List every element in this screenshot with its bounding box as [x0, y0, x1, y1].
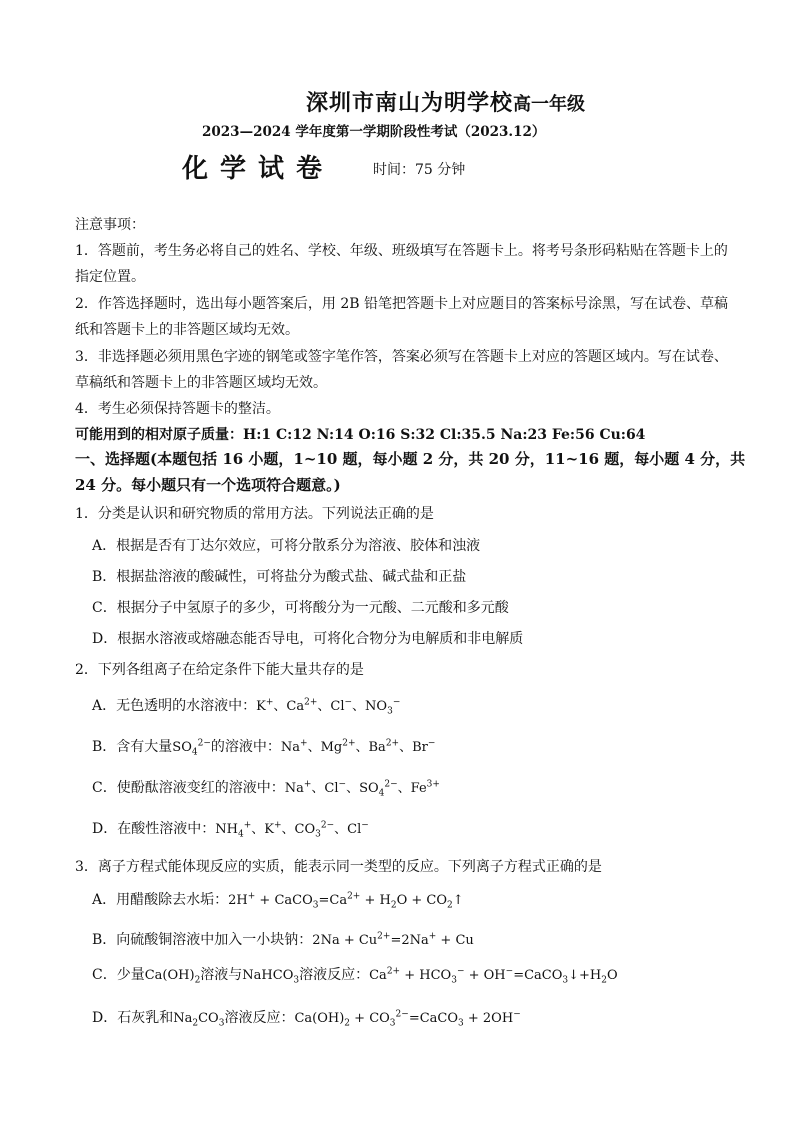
q2-option-a [92, 695, 400, 717]
q3-b-prefix: B．向硫酸铜溶液中加入一小块钠： [92, 932, 313, 948]
q3-option-c [92, 964, 618, 986]
grade-label: 高一年级 [513, 94, 586, 115]
q3-d-mid: 溶液反应： [224, 1010, 295, 1026]
q3-option-b [92, 929, 474, 949]
exam-info: 2023—2024 学年度第一学期阶段性考试（2023.12） [202, 124, 546, 140]
school-title: 深圳市南山为明学校 [306, 90, 514, 116]
q1-option-c: C．根据分子中氢原子的多少，可将酸分为一元酸、二元酸和多元酸 [92, 600, 509, 616]
exam-time: 时间：75 分钟 [373, 162, 466, 178]
q2-option-b [92, 736, 435, 758]
q2-b-ions: Na+、$Mg^{2+}$、$Ba^{2+}$、Br− [280, 738, 436, 755]
q1-stem: 1．分类是认识和研究物质的常用方法。下列说法正确的是 [75, 506, 434, 522]
notice-line-2: 指定位置。 [75, 269, 145, 285]
notice-title: 注意事项： [75, 217, 145, 233]
q3-c-reagent2: NaHCO$_3$ [242, 968, 300, 986]
q3-option-a [92, 889, 464, 911]
q2-a-prefix: A．无色透明的水溶液中： [92, 698, 257, 714]
q2-stem: 2．下列各组离子在给定条件下能大量共存的是 [75, 662, 364, 678]
notice-line-5: 3．非选择题必须用黑色字迹的钢笔或签字笔作答，答案必须写在答题卡上对应的答题区域内。写在试卷、 [75, 349, 728, 365]
q3-c-prefix: C．少量 [92, 967, 145, 983]
q2-b-mid: 的溶液中： [210, 739, 281, 755]
q1-option-a: A．根据是否有丁达尔效应，可将分散系分为溶液、胶体和浊液 [92, 538, 481, 554]
q2-d-prefix: D．在酸性溶液中： [92, 821, 216, 837]
notice-line-7: 4．考生必须保持答题卡的整洁。 [75, 401, 280, 417]
notice-line-1: 1．答题前，考生务必将自己的姓名、学校、年级、班级填写在答题卡上。将考号条形码粘贴在答题卡上的 [75, 243, 728, 259]
q3-c-reagent1: $Ca(OH)_2$ [144, 968, 201, 986]
q2-c-prefix: C．使酚酞溶液变红的溶液中： [92, 780, 285, 796]
notice-line-4: 纸和答题卡上的非答题区域均无效。 [75, 322, 299, 338]
q3-option-d [92, 1007, 521, 1029]
q3-d-reagent: $Na_2CO_3$ [173, 1011, 225, 1029]
subject-title: 化学试卷 [182, 154, 335, 184]
section1-line1: 一、选择题(本题包括 16 小题，1~10 题，每小题 2 分，共 20 分，11~16 题，每小题 4 分，共 [75, 450, 746, 468]
q3-d-equation: $Ca(OH)_2$ + $CO_3^{2-}=CaCO_3 + 2OH^-$ [294, 1009, 521, 1029]
q3-c-equation: $Ca^{2+} + HCO_3^-$ + $OH^-=CaCO_3↓+H_2O$ [369, 966, 618, 986]
q3-b-equation: $2Na + Cu^{2+}=2Na^+ + Cu$ [312, 931, 474, 948]
q1-option-b: B．根据盐溶液的酸碱性，可将盐分为酸式盐、碱式盐和正盐 [92, 569, 467, 585]
notice-line-3: 2．作答选择题时，选出每小题答案后，用 2B 铅笔把答题卡上对应题目的答案标号涂黑，写在试卷、草稿 [75, 296, 729, 312]
q2-b-prefix: B．含有大量 [92, 739, 173, 755]
notice-line-6: 草稿纸和答题卡上的非答题区域均无效。 [75, 375, 327, 391]
q1-option-d: D．根据水溶液或熔融态能否导电，可将化合物分为电解质和非电解质 [92, 631, 524, 647]
q3-stem: 3．离子方程式能体现反应的实质，能表示同一类型的反应。下列离子方程式正确的是 [75, 859, 602, 875]
q3-a-equation: $2H^+ + CaCO_3=Ca^{2+} + H_2O$ + $CO_2↑$ [228, 891, 464, 911]
q2-option-c [92, 777, 440, 799]
q2-a-ions: K+、$Ca^{2+}$、Cl−、$NO_3^-$ [256, 697, 401, 717]
q2-c-ions: Na+、Cl−、$SO_4^{2-}$、$Fe^{3+}$ [284, 779, 440, 799]
q2-b-sulfate: $SO_4^{2-}$ [172, 738, 211, 758]
q3-a-prefix: A．用醋酸除去水垢： [92, 892, 229, 908]
school-name [306, 86, 585, 117]
q2-option-d [92, 818, 369, 840]
q3-d-prefix: D．石灰乳和 [92, 1010, 174, 1026]
q3-c-mid1: 溶液与 [200, 967, 243, 983]
q3-c-mid2: 溶液反应： [299, 967, 370, 983]
atomic-masses: 可能用到的相对原子质量：H:1 C:12 N:14 O:16 S:32 Cl:35.5 Na:23 Fe:56 Cu:64 [75, 427, 646, 443]
section1-line2: 24 分。每小题只有一个选项符合题意。) [75, 476, 341, 494]
q2-d-ions: $NH_4^+$、K+、$CO_3^{2-}$、Cl− [215, 820, 369, 840]
